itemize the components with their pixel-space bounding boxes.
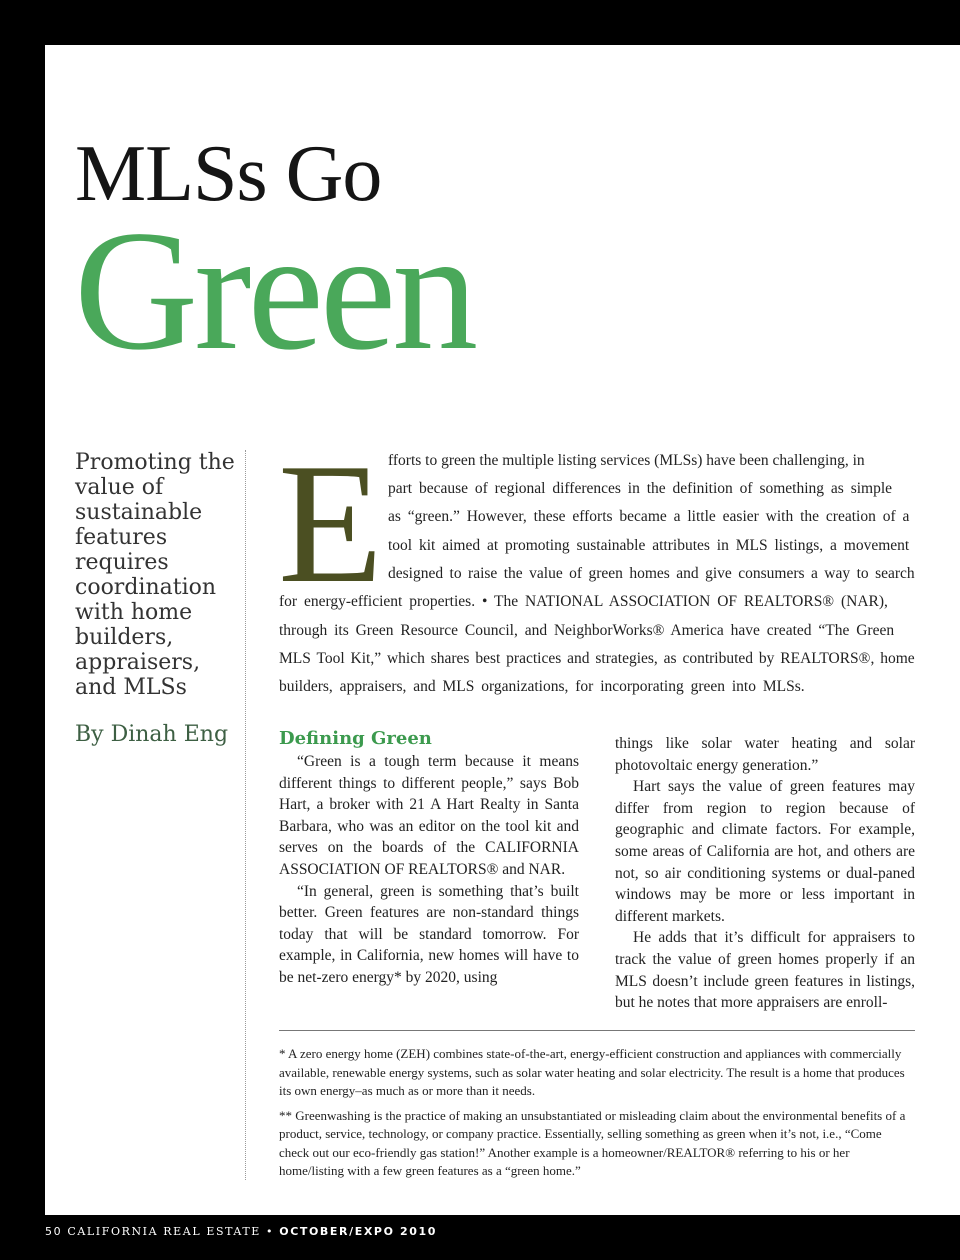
footnotes — [279, 1045, 915, 1187]
body-paragraph: things like solar water heating and solar photovoltaic energy generation.” — [615, 735, 915, 774]
drop-cap: E — [278, 429, 384, 619]
headline-line-1: MLSs Go — [75, 130, 382, 218]
section-heading: Defining Green — [279, 728, 432, 749]
body-column-2 — [615, 733, 915, 1014]
folio — [45, 1225, 437, 1238]
page-number: 50 — [45, 1225, 63, 1238]
footnote: * A zero energy home (ZEH) combines state-of-the-art, energy-efficient construction and appliances with commercially available, renewable energy systems, such as solar water heating and solar electricity. The result is a home that produces its own energy–as much as or more than it needs. — [279, 1046, 905, 1098]
headline-line-2: Green — [74, 196, 475, 386]
intro-line: designed to raise the value of green homes and give consumers a way to search — [388, 565, 915, 582]
body-column-1 — [279, 727, 579, 989]
intro-line: part because of regional differences in the definition of something as simple — [388, 480, 893, 497]
intro-line: as “green.” However, these efforts became a little easier with the creation of a — [388, 508, 910, 525]
footnote: ** Greenwashing is the practice of making an unsubstantiated or misleading claim about the environmental benefits of a product, service, technology, or company practice. Essentially, selling something as green when it’s not, i.e., “Come check out our eco-friendly gas station!” Another example is a homeowner/REALTOR® referring to his or her home/listing with a few green features as a “green home.” — [279, 1107, 906, 1178]
sidebar — [75, 450, 235, 748]
dotted-divider — [245, 450, 246, 1180]
intro-line: tool kit aimed at promoting sustainable attributes in MLS listings, a movement — [388, 537, 910, 554]
intro-line: builders, appraisers, and MLS organizations, for incorporating green into MLSs. — [279, 678, 805, 695]
intro-line: through its Green Resource Council, and NeighborWorks® America have created “The Green — [279, 622, 895, 639]
deck-text: Promoting the value of sustainable features requires coordination with home builders, appraisers, and MLSs — [75, 450, 235, 700]
intro-line: fforts to green the multiple listing services (MLSs) have been challenging, in — [388, 452, 865, 469]
body-paragraph: Hart says the value of green features may differ from region to region because of geographic and climate factors. For example, some areas of California are hot, and others are not, so air conditioning systems or dual-paned windows may be more or less important in different markets. — [615, 778, 915, 925]
intro-line: MLS Tool Kit,” which shares best practices and strategies, as contributed by REALTORS®, home — [279, 650, 915, 667]
body-paragraph: “In general, green is something that’s built better. Green features are non-standard things today that will be standard tomorrow. For example, in California, new homes will have to be net-zero energy* by 2020, using — [279, 882, 579, 986]
footnote-rule — [279, 1030, 915, 1031]
folio-separator: • — [266, 1225, 275, 1238]
byline: By Dinah Eng — [75, 722, 229, 747]
body-paragraph: “Green is a tough term because it means different things to different people,” says Bob Hart, a broker with 21 A Hart Realty in Santa Barbara, who was an editor on the tool kit and serves on the boards of the CALIFORNIA ASSOCIATION OF REALTORS® and NAR. — [279, 753, 579, 878]
issue-date: OCTOBER/EXPO 2010 — [279, 1225, 437, 1238]
intro-line: for energy-efficient properties. • The NATIONAL ASSOCIATION OF REALTORS® (NAR), — [279, 593, 888, 610]
publication-name: CALIFORNIA REAL ESTATE — [67, 1225, 261, 1238]
body-paragraph: He adds that it’s difficult for appraisers to track the value of green homes properly if an MLS doesn’t include green features in listings, but he notes that more appraisers are enroll- — [615, 929, 915, 1012]
